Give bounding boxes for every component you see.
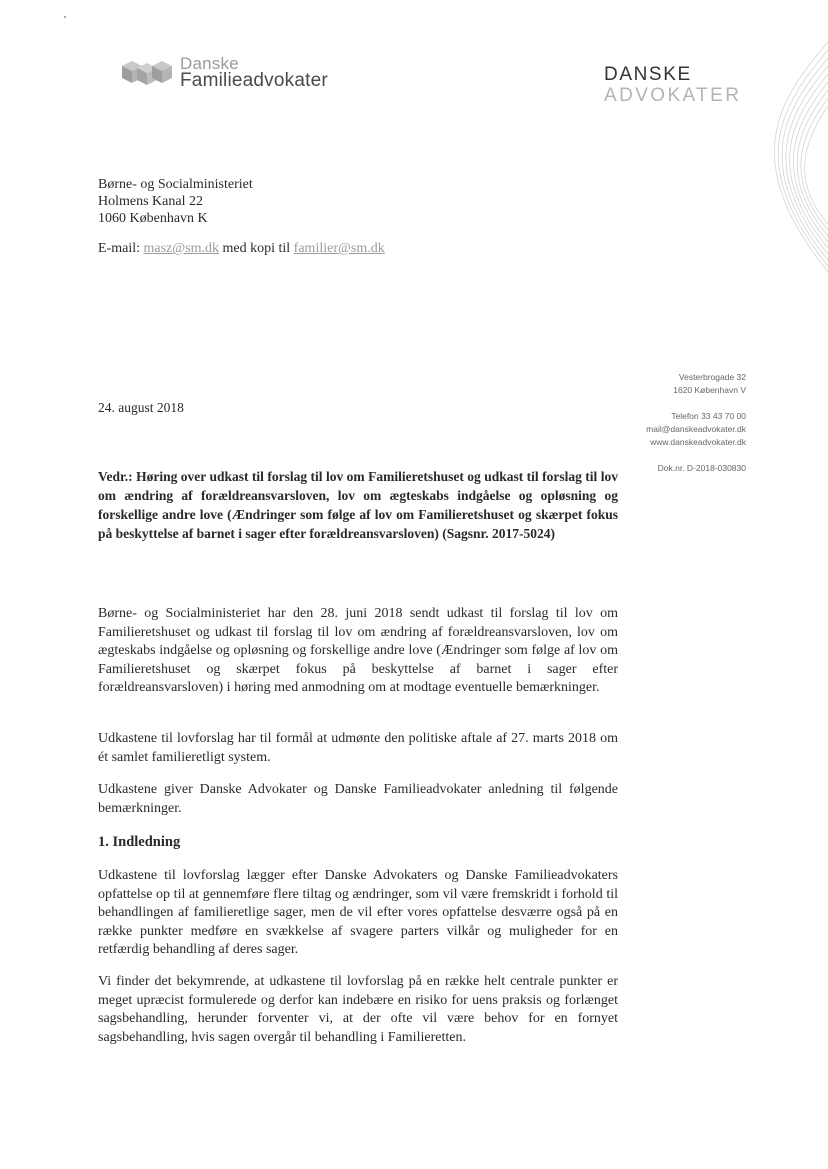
cubes-logo-icon xyxy=(120,58,174,88)
sender-phone: Telefon 33 43 70 00 xyxy=(671,411,746,421)
body-paragraph-5: Vi finder det bekymrende, at udkastene til lovforslag på en række helt centrale punkter er meget upræcist formulerede og derfor kan indebære en risiko for uens praksis og forlænget sagsbehandling, herunder forventer vi, at der ofte vil være behov for en fornyet sagsbehandling, hvis sagen overgår til behandling i Familieretten. xyxy=(98,974,618,1045)
sender-mail: mail@danskeadvokater.dk xyxy=(646,424,746,434)
document-number: Dok.nr. D-2018-030830 xyxy=(657,463,746,473)
sender-street: Vesterbrogade 32 xyxy=(678,372,746,382)
recipient-city: 1060 København K xyxy=(98,211,208,226)
sender-city: 1620 København V xyxy=(673,385,746,395)
body-paragraph-2: Udkastene til lovforslag har til formål at udmønte den politiske aftale af 27. marts 2018 om ét samlet familieretligt system. xyxy=(98,731,618,765)
logo-text-danske-upper: DANSKE xyxy=(604,64,692,85)
body-paragraph-1: Børne- og Socialministeriet har den 28. juni 2018 sendt udkast til forslag til lov om Familieretshuset og udkast til forslag til lov om ændring af forældreansvarsloven, lov om ægteskabs indgåelse og opløsning og forskellige andre love (Ændringer som følge af lov om Familieretshuset og skærpet fokus på beskyttelse af barnet i sager efter forældreansvarsloven) i høring med anmodning om at modtage eventuelle bemærkninger. xyxy=(98,606,618,696)
sender-info xyxy=(646,371,746,475)
subject-heading: Vedr.: Høring over udkast til forslag til lov om Familieretshuset og udkast til forslag til lov om ændring af forældreansvarsloven, lov om ægteskabs indgåelse og opløsning og forskellige andre love (Ændringer som følge af lov om Familieretshuset og skærpet fokus på beskyttelse af barnet i sager efter forældreansvarsloven) (Sagsnr. 2017-5024) xyxy=(98,469,618,541)
email-copy-text: med kopi til xyxy=(222,241,291,256)
recipient-street: Holmens Kanal 22 xyxy=(98,194,203,209)
letter-date: 24. august 2018 xyxy=(98,400,184,415)
body-paragraph-4: Udkastene til lovforslag lægger efter Danske Advokaters og Danske Familieadvokaters opfattelse op til at gennemføre flere tiltag og ændringer, som vil være fremskridt i forhold til behandlingen af familieretlige sager, men de vil efter vores opfattelse desværre også på en række punkter medføre en svækkelse af svagere parters vilkår og muligheder for en retfærdig behandling af deres sager. xyxy=(98,868,618,958)
recipient-address xyxy=(98,176,253,227)
email-label: E-mail: xyxy=(98,241,140,256)
decorative-swoosh-graphic xyxy=(718,40,828,280)
section-heading-indledning: 1. Indledning xyxy=(98,834,181,850)
recipient-name: Børne- og Socialministeriet xyxy=(98,177,253,192)
email-line xyxy=(98,241,385,257)
logo-text-familieadvokater: Familieadvokater xyxy=(180,70,328,91)
scan-speck xyxy=(64,16,66,18)
body-paragraph-3: Udkastene giver Danske Advokater og Danske Familieadvokater anledning til følgende bemærkninger. xyxy=(98,782,618,816)
logo-text-advokater: ADVOKATER xyxy=(604,85,742,106)
email-link-primary[interactable]: masz@sm.dk xyxy=(143,241,219,256)
sender-web: www.danskeadvokater.dk xyxy=(650,437,746,447)
logo-text-danske: Danske xyxy=(180,54,239,73)
email-link-copy[interactable]: familier@sm.dk xyxy=(293,241,385,256)
familieadvokater-logo xyxy=(120,54,350,98)
